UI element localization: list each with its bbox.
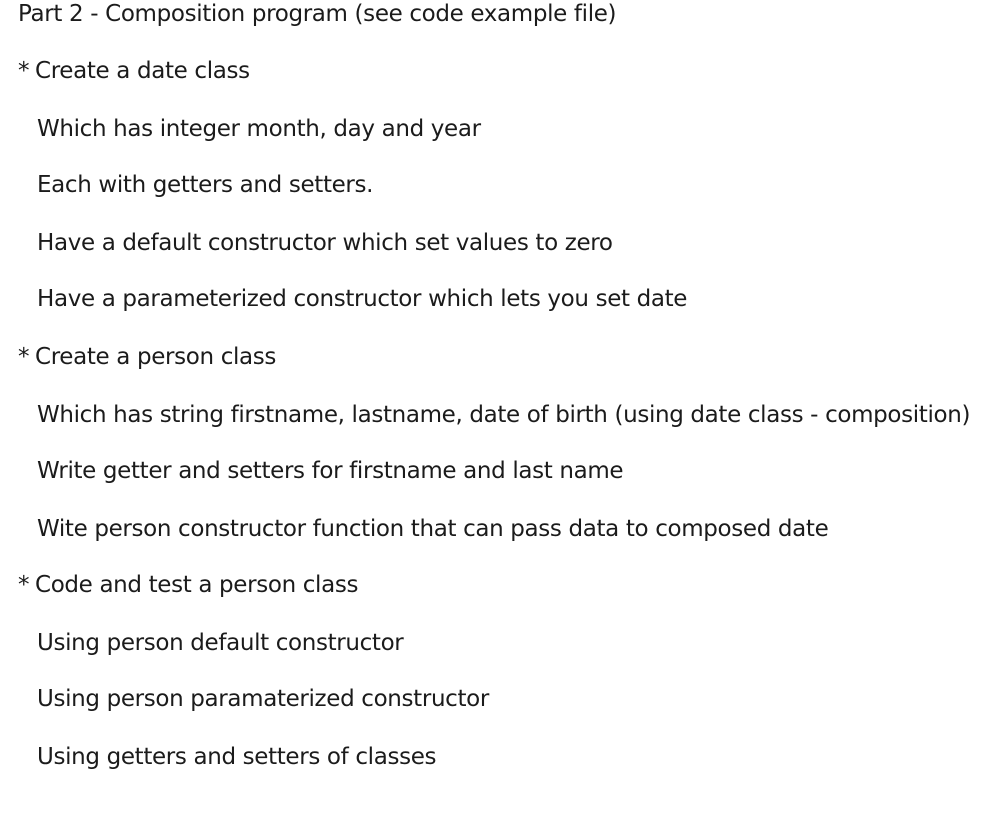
list-item: Have a parameterized constructor which lets you set date [37, 286, 688, 312]
section-heading-text: Create a person class [35, 344, 277, 370]
bullet-marker: * [18, 572, 30, 598]
list-item: Have a default constructor which set values to zero [37, 230, 613, 256]
bullet-marker: * [18, 344, 30, 370]
list-item: Wite person constructor function that can pass data to composed date [37, 516, 829, 542]
section-heading-text: Create a date class [35, 58, 250, 84]
list-item: Using person paramaterized constructor [37, 686, 489, 712]
list-item: Each with getters and setters. [37, 172, 374, 198]
document-title: Part 2 - Composition program (see code example file) [18, 1, 617, 27]
section-heading [18, 57, 250, 85]
list-item: Using getters and setters of classes [37, 744, 437, 770]
list-item: Using person default constructor [37, 630, 404, 656]
list-item: Which has string firstname, lastname, date of birth (using date class - composition) [37, 402, 971, 428]
list-item: Which has integer month, day and year [37, 116, 481, 142]
bullet-marker: * [18, 58, 30, 84]
list-item: Write getter and setters for firstname and last name [37, 458, 624, 484]
section-heading [18, 343, 276, 371]
section-heading-text: Code and test a person class [35, 572, 359, 598]
section-heading [18, 571, 358, 599]
